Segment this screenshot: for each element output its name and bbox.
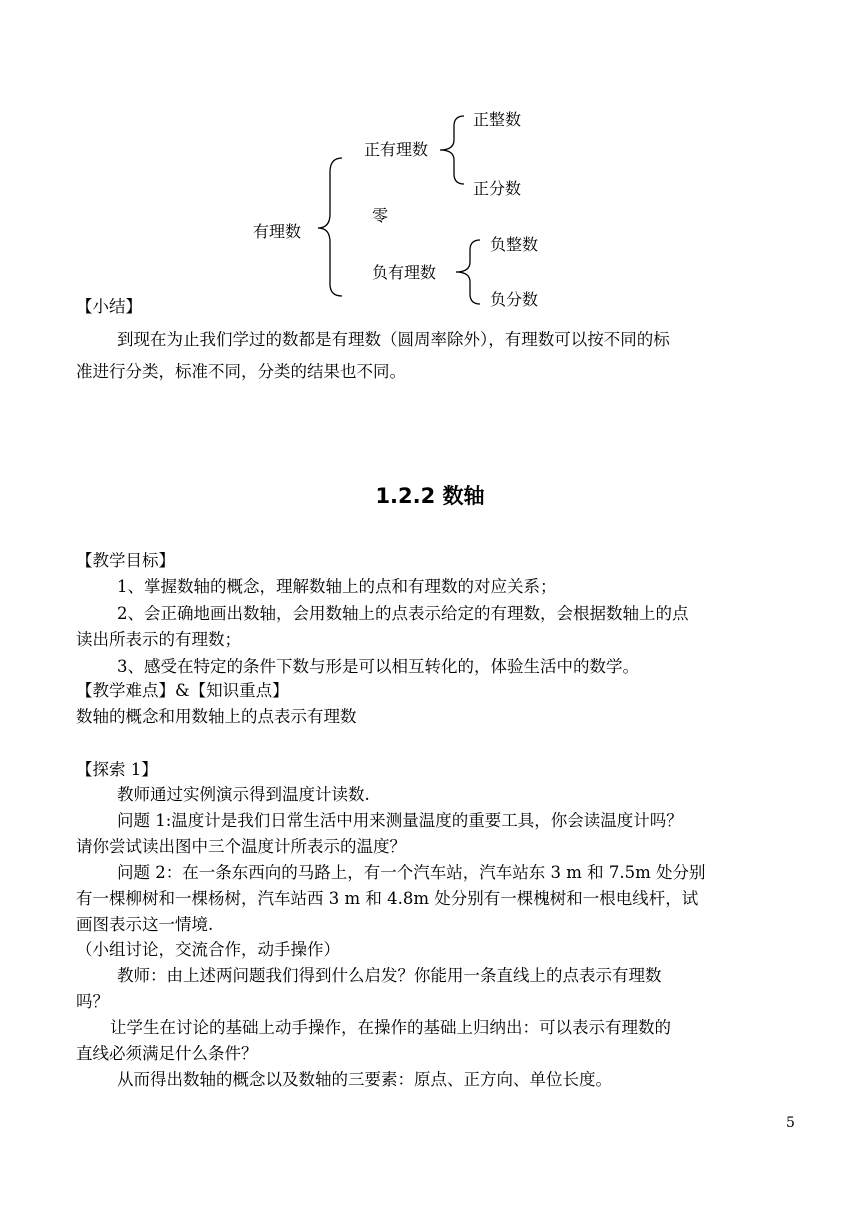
explore-line-5: 有一棵柳树和一棵杨树，汽车站西 3 m 和 4.8m 处分别有一棵槐树和一根电线杆，试 [76,889,699,908]
explore-line-6: 画图表示这一情境. [76,915,214,934]
explore-line-4: 问题 2：在一条东西向的马路上，有一个汽车站，汽车站东 3 m 和 7.5m 处分别 [117,863,706,882]
explore-line-2: 问题 1:温度计是我们日常生活中用来测量温度的重要工具，你会读温度计吗？ [117,811,683,830]
explore-line-7: （小组讨论，交流合作，动手操作） [76,940,340,959]
explore-line-11: 直线必须满足什么条件？ [76,1044,258,1063]
explore-line-10: 让学生在讨论的基础上动手操作，在操作的基础上归纳出：可以表示有理数的 [110,1018,671,1037]
explore-line-12: 从而得出数轴的概念以及数轴的三要素：原点、正方向、单位长度。 [117,1070,612,1089]
negative-integer-label: 负整数 [490,235,539,254]
negative-brace [456,240,480,304]
explore-line-9: 吗？ [76,992,109,1011]
goal-line-3: 读出所表示的有理数； [76,630,241,649]
rational-root-label: 有理数 [253,222,302,241]
explore-line-1: 教师通过实例演示得到温度计读数. [117,785,370,804]
negative-rational-label: 负有理数 [372,263,437,282]
explore-line-3: 请你尝试读出图中三个温度计所表示的温度？ [76,837,406,856]
difficulty-heading: 【教学难点】&【知识重点】 [76,681,289,700]
positive-brace [440,116,464,184]
goal-line-1: 1、掌握数轴的概念，理解数轴上的点和有理数的对应关系； [117,577,557,596]
negative-fraction-label: 负分数 [490,290,539,309]
positive-rational-label: 正有理数 [364,140,429,159]
root-brace [318,158,342,296]
goal-line-4: 3、感受在特定的条件下数与形是可以相互转化的，体验生活中的数学。 [117,657,639,676]
positive-fraction-label: 正分数 [473,179,522,198]
summary-line-1: 到现在为止我们学过的数都是有理数（圆周率除外），有理数可以按不同的标 [117,330,670,349]
section-title: 1.2.2 数轴 [375,484,485,508]
summary-line-2: 准进行分类，标准不同，分类的结果也不同。 [76,362,406,381]
difficulty-line: 数轴的概念和用数轴上的点表示有理数 [76,707,357,726]
goals-heading: 【教学目标】 [76,551,175,570]
goal-line-2: 2、会正确地画出数轴，会用数轴上的点表示给定的有理数，会根据数轴上的点 [117,604,689,623]
positive-integer-label: 正整数 [473,110,522,129]
summary-heading: 【小结】 [76,297,142,316]
zero-label: 零 [372,206,389,225]
page-number: 5 [786,1115,795,1131]
explore-line-8: 教师：由上述两问题我们得到什么启发？你能用一条直线上的点表示有理数 [117,966,662,985]
explore-heading: 【探索 1】 [76,760,158,779]
